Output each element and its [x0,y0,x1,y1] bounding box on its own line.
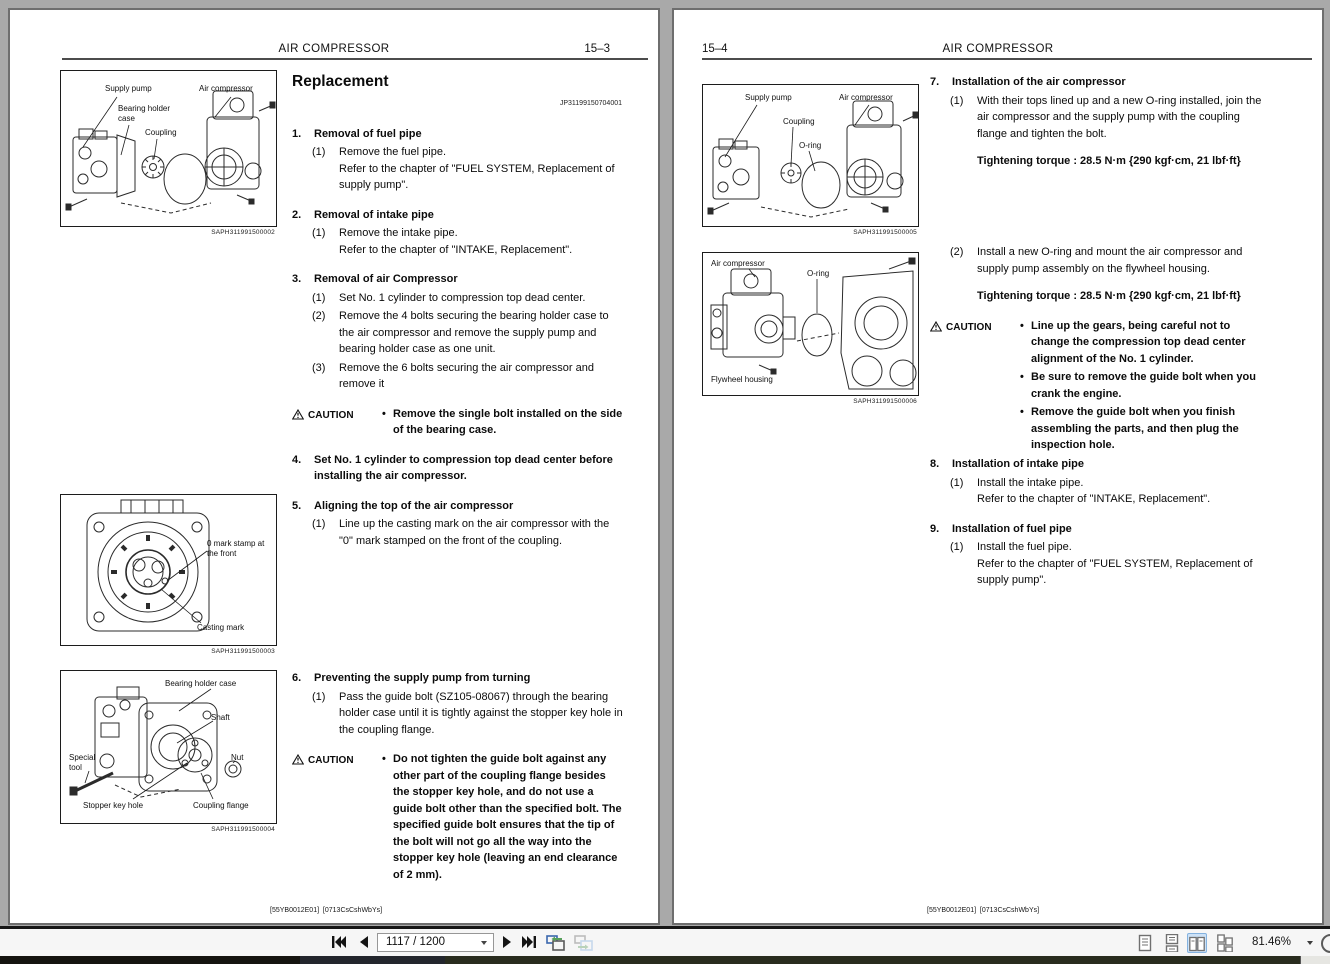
section-number: 4. [292,453,302,466]
caution-text: Line up the gears, being careful not to change the compression top dead center alignment of the No. 1 cylinder. [1031,319,1246,365]
step-text: Remove the 6 bolts securing the air compressor and remove it [339,361,594,390]
warning-icon [292,409,304,420]
figure-label: Casting mark [197,623,245,632]
section-removal-of-air-compressor [292,271,624,393]
taskbar-corner [1300,956,1330,964]
torque-spec: Tightening torque : 28.5 N·m {290 kgf·cm, 21 lbf·ft} [977,290,1241,302]
next-page-button[interactable] [498,935,516,951]
figure-label: Coupling flange [193,801,249,810]
page-number-value[interactable]: 1117 / 1200 [386,936,446,948]
single-page-view-button[interactable] [1135,933,1155,953]
figure-label: Bearing holder case [118,104,171,123]
page-header-title: AIR COMPRESSOR [942,43,1054,55]
section-heading: Installation of the air compressor [952,76,1126,88]
figure-label: O-ring [799,141,822,150]
technical-drawing [61,71,276,226]
zoom-out-button[interactable] [1321,934,1330,953]
section-number: 1. [292,127,302,140]
step-text: Install a new O-ring and mount the air compressor and supply pump assembly on the flywheel housing. [977,246,1243,275]
step-text: With their tops lined up and a new O-ring installed, join the air compressor and the supply pump with the coupling flange and tighten the bolt. [977,94,1262,140]
desktop-wallpaper-strip [0,956,1330,964]
section-preventing-pump-turning [292,670,624,738]
step-text: Line up the casting mark on the air compressor with the "0" mark stamped on the front of the coupling. [339,518,610,547]
header-rule [62,58,648,60]
section-heading: Removal of air Compressor [314,273,458,285]
step-text: Set No. 1 cylinder to compression top dead center. [339,291,586,304]
step-number: (1) [950,94,964,107]
caution-text: Be sure to remove the guide bolt when you crank the engine. [1031,371,1256,400]
step-text: Remove the fuel pipe. [339,146,447,158]
section-number: 7. [930,76,940,88]
procedure-column [930,456,1262,589]
figure-label: Air compressor [711,259,765,268]
page-number-field[interactable] [377,933,494,952]
figure-label: Coupling [145,128,177,137]
caution-text: Remove the single bolt installed on the side of the bearing case. [393,407,623,436]
step-number: (1) [312,690,326,703]
viewer-status-bar [0,929,1330,956]
zoom-dropdown-caret-icon[interactable] [1307,941,1313,945]
section-heading: Installation of intake pipe [952,458,1085,470]
figure-caption: SAPH311991500004 [211,826,275,833]
figure-label: Supply pump [105,84,152,93]
procedure-column-lower [292,670,624,883]
section-aligning-top [292,498,624,550]
figure-label: Bearing holder case [165,679,237,688]
section-number: 6. [292,672,302,684]
caution-block [292,751,624,883]
step-reference: Refer to the chapter of "INTAKE, Replacement". [339,243,573,256]
page-dropdown-caret-icon[interactable] [481,941,487,945]
previous-page-button[interactable] [355,935,373,951]
section-installation-intake-pipe [930,456,1262,508]
figure-label: Air compressor [199,84,253,93]
step-number: (1) [312,291,326,304]
continuous-view-button[interactable] [1162,933,1182,953]
step-reference: Refer to the chapter of "FUEL SYSTEM, Replacement of supply pump". [977,557,1253,586]
caution-block [292,406,624,439]
figure-label: Special tool [69,753,96,772]
zoom-level-value[interactable]: 81.46% [1252,936,1292,948]
section-installation-fuel-pipe [930,521,1262,589]
caution-label: CAUTION [308,409,354,421]
wallpaper-segment [0,956,300,964]
first-page-button[interactable] [330,935,348,951]
step-number: (3) [312,361,326,374]
section-heading: Removal of fuel pipe [314,127,422,140]
figure-caption: SAPH311991500003 [211,648,275,655]
procedure-column [930,244,1262,454]
step-number: (1) [312,518,326,530]
step-text: Remove the 4 bolts securing the bearing holder case to the air compressor and remove the supply pump and bearing holder case as one unit. [339,310,609,355]
facing-continuous-view-button[interactable] [1215,933,1235,953]
section-number: 9. [930,522,940,535]
page-footer-code: [55YB0012E01] [0713CsCshWbYs] [270,907,383,914]
section-number: 2. [292,208,302,221]
section-heading: Aligning the top of the air compressor [314,499,514,512]
step-text: Remove the intake pipe. [339,227,458,239]
procedure-column [292,72,624,549]
facing-pages-view-button[interactable] [1187,933,1207,953]
procedure-column [930,74,1262,170]
next-view-button[interactable] [573,935,595,951]
pdf-page-right [672,8,1324,925]
step-reference: Refer to the chapter of "INTAKE, Replacement". [977,493,1211,505]
figure-caption: SAPH311991500006 [853,398,917,405]
caution-block [930,318,1262,454]
torque-spec: Tightening torque : 28.5 N·m {290 kgf·cm, 21 lbf·ft} [977,155,1241,167]
figure-label: Supply pump [745,93,792,102]
section-heading: Installation of fuel pipe [952,522,1072,535]
last-page-button[interactable] [520,935,538,951]
step-text: Pass the guide bolt (SZ105-08067) through the bearing holder case until it is tightly against the stopper key hole in the coupling flange. [339,690,623,736]
section-removal-of-fuel-pipe [292,126,624,194]
wallpaper-segment [300,956,445,964]
figure-flywheel-housing-mount [702,252,919,405]
caution-label: CAUTION [946,321,992,333]
figure-compressor-exploded [60,70,277,236]
step-number: (2) [950,246,964,258]
step-number: (1) [950,476,964,489]
figure-label: Stopper key hole [83,801,144,810]
technical-drawing [703,85,918,226]
header-rule [702,58,1312,60]
caution-label: CAUTION [308,755,354,766]
caution-text: Remove the guide bolt when you finish assembling the parts, and then plug the inspection hole. [1031,406,1239,451]
section-installation-air-compressor [930,74,1262,170]
figure-label: 0 mark stamp at the front [207,539,265,558]
previous-view-button[interactable] [545,935,567,951]
figure-coupling-front-view [60,494,277,655]
figure-label: Nut [231,753,244,762]
step-number: (1) [312,146,326,158]
figure-caption: SAPH311991500002 [211,229,275,236]
step-reference: Refer to the chapter of "FUEL SYSTEM, Replacement of supply pump". [339,162,615,191]
figure-label: Flywheel housing [711,375,773,384]
figure-label: Air compressor [839,93,893,102]
doc-code: JP31199150704001 [559,100,622,107]
page-footer-code: [55YB0012E01] [0713CsCshWbYs] [927,907,1040,914]
figure-caption: SAPH311991500005 [853,229,917,236]
step-text: Install the intake pipe. [977,476,1084,489]
figure-label: Shaft [211,713,230,722]
page-number-label: 15–3 [584,43,610,55]
section-removal-of-intake-pipe [292,207,624,259]
section-heading: Preventing the supply pump from turning [314,672,531,684]
pdf-page-left [8,8,660,925]
section-heading: Set No. 1 cylinder to compression top dead center before installing the air compressor. [314,453,613,482]
page-number-label: 15–4 [702,43,728,55]
document-title: Replacement [292,73,389,90]
section-set-no1-cylinder [292,452,624,485]
warning-icon [930,321,942,332]
figure-supply-pump-guide-bolt [60,670,277,833]
caution-text: Do not tighten the guide bolt against any other part of the coupling flange besides the stopper key hole, and do not use a guide bolt other than the specified bolt. The specified guide bolt ensures that the tip of the bolt will not go all the way into the stopper key hole (leaving an end clearance of 2 mm). [393,753,622,881]
wallpaper-segment [445,956,1300,964]
step-text: Install the fuel pipe. [977,541,1072,553]
section-number: 5. [292,499,302,512]
step-number: (2) [312,310,326,322]
section-number: 8. [930,458,940,470]
warning-icon [292,754,304,765]
section-number: 3. [292,273,302,285]
step-number: (1) [312,227,326,239]
section-heading: Removal of intake pipe [314,208,434,221]
figure-label: Coupling [783,117,815,126]
figure-label: O-ring [807,269,830,278]
page-header-title: AIR COMPRESSOR [278,43,390,55]
figure-compressor-oring-exploded [702,84,919,236]
step-number: (1) [950,541,964,553]
